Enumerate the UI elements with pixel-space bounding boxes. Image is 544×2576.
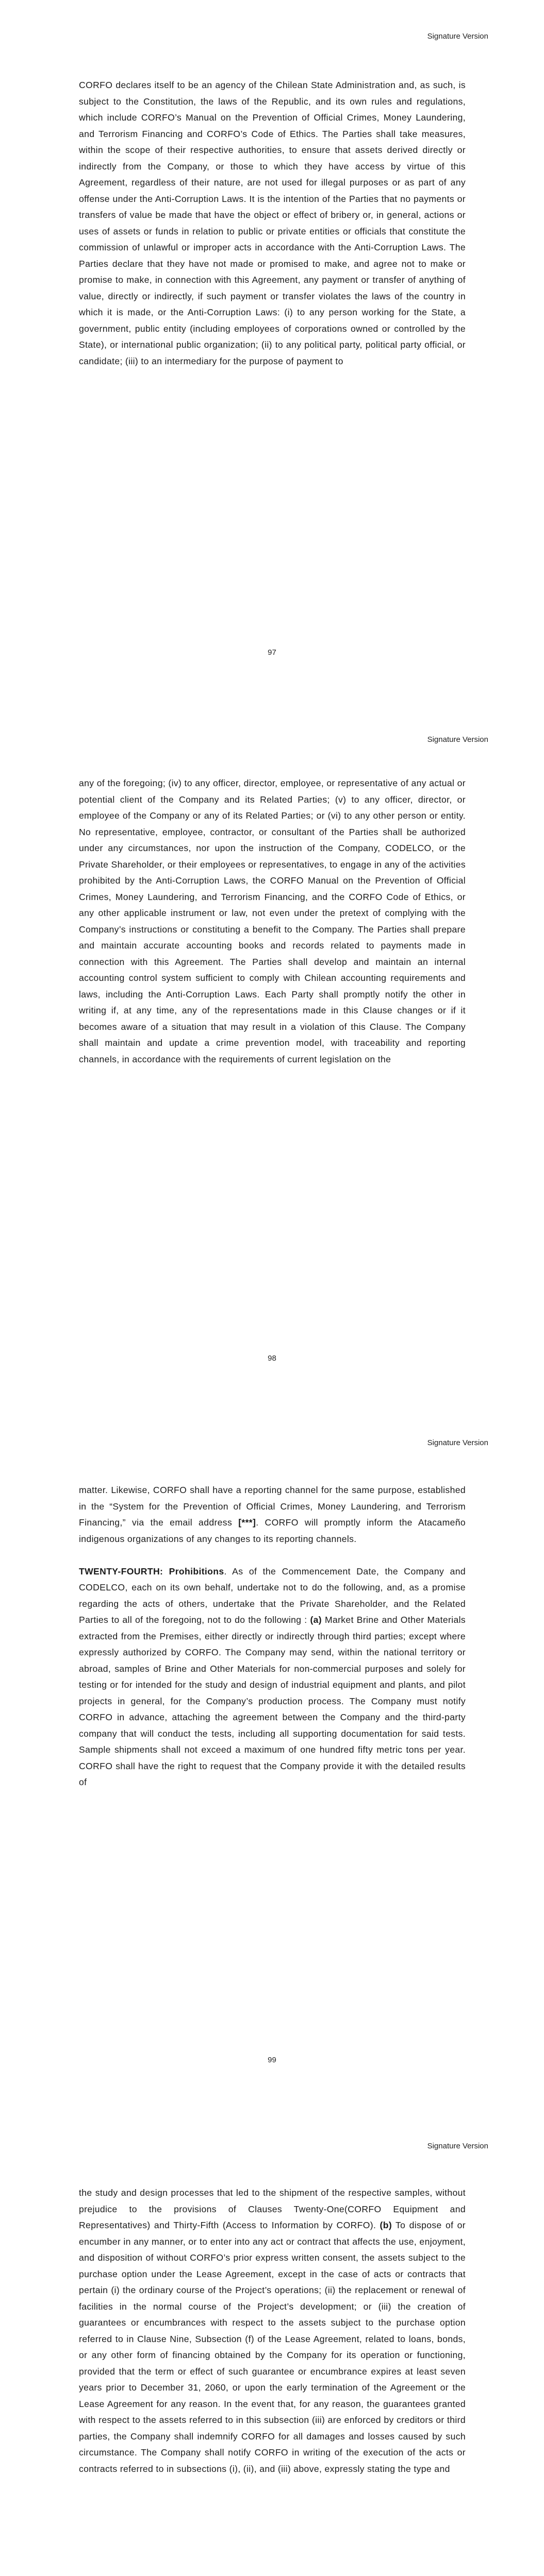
document-page [0,703,544,1406]
paragraph: the study and design processes that led to the shipment of the respective samples, without prejudice to the provisions of Clauses Twenty-One(CORFO Equipment and Representatives) and Thirty-Fifth (Access to Information by CORFO). (b) To dispose of or encumber in any manner, or to enter into any act or contract that affects the use, enjoyment, and disposition of without CORFO’s prior express written consent, the assets subject to the purchase option under the Lease Agreement, except in the case of acts or contracts that pertain (i) the ordinary course of the Project’s operations; (ii) the replacement or renewal of facilities in the normal course of the Project’s development; or (iii) the creation of guarantees or encumbrances with respect to the assets subject to the purchase option referred to in Clause Nine, Subsection (f) of the Lease Agreement, related to loans, bonds, or any other form of financing obtained by the Company for its operation or functioning, provided that the term or effect of such guarantee or encumbrance expires at least seven years prior to December 31, 2060, or upon the early termination of the Agreement or the Lease Agreement for any reason. In the event that, for any reason, the guarantees granted with respect to the assets referred to in this subsection (iii) are enforced by creditors or third parties, the Company shall indemnify CORFO for all damages and losses caused by such circumstance. The Company shall notify CORFO in writing of the execution of the acts or contracts referred to in subsections (i), (ii), and (iii) above, expressly stating the type and [79,2188,466,2474]
page-body [79,775,466,1067]
page-header: Signature Version [427,1438,488,1447]
page-body [79,1482,466,1791]
page-body [79,77,466,369]
page-body [79,2185,466,2477]
page-number: 97 [268,648,276,657]
page-number: 99 [268,2056,276,2064]
document-page [0,0,544,703]
paragraph: any of the foregoing; (iv) to any officer, director, employee, or representative of any actual or potential client of the Company and its Related Parties; (v) to any officer, director, or employee of the Company or any of its Related Parties; or (vi) to any other person or entity. No representative, employee, contractor, or consultant of the Parties shall be authorized under any circumstances, nor upon the instruction of the Company, CODELCO, or the Private Shareholder, or their employees or representatives, to engage in any of the activities prohibited by the Anti-Corruption Laws, the CORFO Manual on the Prevention of Official Crimes, Money Laundering, and Terrorism Financing, and the CORFO Code of Ethics, or any other applicable instrument or law, not even under the pretext of complying with the Company’s instructions or constituting a benefit to the Company. The Parties shall prepare and maintain accurate accounting books and records related to payments made in connection with this Agreement. The Parties shall develop and maintain an internal accounting control system sufficient to comply with Chilean accounting requirements and laws, including the Anti-Corruption Laws. Each Party shall promptly notify the other in writing if, at any time, any of the representations made in this Clause changes or if it becomes aware of a situation that may result in a violation of this Clause. The Company shall maintain and update a crime prevention model, with traceability and reporting channels, in accordance with the requirements of current legislation on the [79,778,466,1064]
document-page [0,2110,544,2576]
page-header: Signature Version [427,2142,488,2150]
page-header: Signature Version [427,32,488,41]
page-number: 98 [268,1354,276,1363]
paragraph-gap [79,1547,466,1564]
paragraph-twenty-fourth-prohibitions: TWENTY-FOURTH: Prohibitions. As of the Commencement Date, the Company and CODELCO, each on its own behalf, undertake not to do the following, and, as a promise regarding the acts of others, undertake that the Private Shareholder, and the Related Parties to all of the foregoing, not to do the following : (a) Market Brine and Other Materials extracted from the Premises, either directly or indirectly through third parties; except where expressly authorized by CORFO. The Company may send, within the national territory or abroad, samples of Brine and Other Materials for non-commercial purposes and solely for testing or for intended for the study and design of industrial equipment and plants, and pilot projects in general, for the Company’s production process. The Company must notify CORFO in advance, attaching the agreement between the Company and the third-party company that will conduct the tests, including all supporting documentation for said tests. Sample shipments shall not exceed a maximum of one hundred fifty metric tons per year. CORFO shall have the right to request that the Company provide it with the detailed results of [79,1566,466,1787]
document-page [0,1406,544,2110]
page-header: Signature Version [427,735,488,744]
paragraph: CORFO declares itself to be an agency of the Chilean State Administration and, as such, is subject to the Constitution, the laws of the Republic, and its own rules and regulations, which include CORFO’s Manual on the Prevention of Official Crimes, Money Laundering, and Terrorism Financing and CORFO’s Code of Ethics. The Parties shall take measures, within the scope of their respective authorities, to ensure that assets derived directly or indirectly from the Company, or those to which they have access by virtue of this Agreement, regardless of their nature, are not used for illegal purposes or as part of any offense under the Anti-Corruption Laws. It is the intention of the Parties that no payments or transfers of value be made that have the object or effect of bribery or, in general, actions or uses of assets or funds in relation to public or private entities or officials that constitute the commission of unlawful or improper acts in accordance with the Anti-Corruption Laws. The Parties declare that they have not made or promised to make, and agree not to make or promise to make, in connection with this Agreement, any payment or transfer of anything of value, directly or indirectly, if such payment or transfer violates the laws of the country in which it is made, or the Anti-Corruption Laws: (i) to any person working for the State, a government, public entity (including employees of corporations owned or controlled by the State), or international public organization; (ii) to any political party, political party official, or candidate; (iii) to an intermediary for the purpose of payment to [79,80,466,366]
paragraph: matter. Likewise, CORFO shall have a reporting channel for the same purpose, established in the “System for the Prevention of Official Crimes, Money Laundering, and Terrorism Financing,” via the email address [***]. CORFO will promptly inform the Atacameño indigenous organizations of any changes to its reporting channels. [79,1485,466,1544]
